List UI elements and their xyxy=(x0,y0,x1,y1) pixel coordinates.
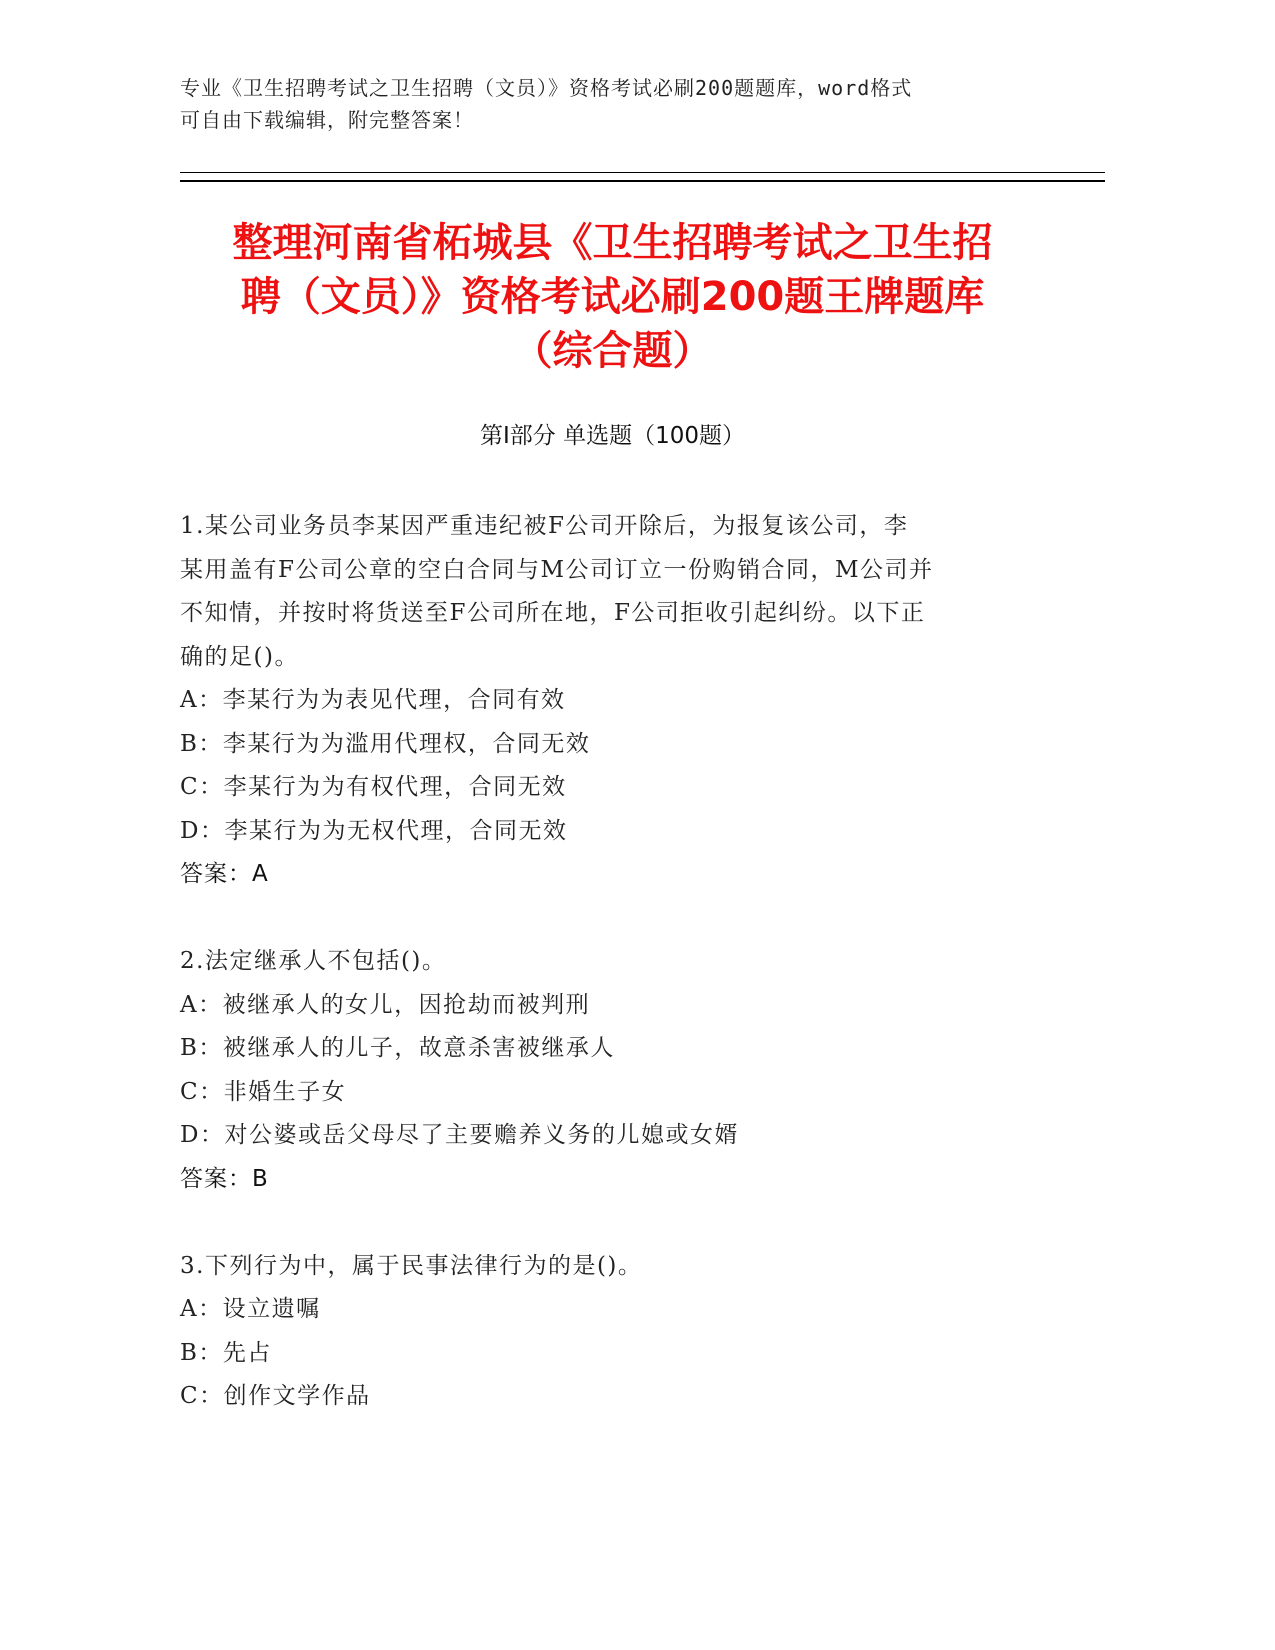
header-note xyxy=(180,72,1040,136)
header-divider-thin xyxy=(180,172,1105,173)
option-b: B：李某行为为滥用代理权，合同无效 xyxy=(180,730,591,757)
option-d: D：李某行为为无权代理，合同无效 xyxy=(180,817,568,844)
question-stem: 1.某公司业务员李某因严重违纪被F公司开除后，为报复该公司，李 xyxy=(180,513,909,539)
header-divider-thick xyxy=(180,180,1105,182)
question-stem: 某用盖有F公司公章的空白合同与M公司订立一份购销合同，M公司并 xyxy=(180,556,934,583)
option-d: D：对公婆或岳父母尽了主要赡养义务的儿媳或女婿 xyxy=(180,1122,739,1148)
question-list xyxy=(180,505,1060,1462)
question-item xyxy=(180,1245,1060,1419)
option-b: B：先占 xyxy=(180,1339,272,1366)
option-b: B：被继承人的儿子，故意杀害被继承人 xyxy=(180,1035,615,1061)
option-c: C：李某行为为有权代理，合同无效 xyxy=(180,774,567,800)
header-note-line: 可自由下载编辑，附完整答案！ xyxy=(180,108,474,132)
question-stem: 2.法定继承人不包括()。 xyxy=(180,948,447,974)
option-c: C：非婚生子女 xyxy=(180,1078,347,1105)
question-item xyxy=(180,505,1060,897)
document-title xyxy=(150,216,1075,378)
title-line: 聘（文员）》资格考试必刷200题王牌题库 xyxy=(240,274,985,320)
option-a: A：被继承人的女儿，因抢劫而被判刑 xyxy=(180,991,591,1018)
title-line: 整理河南省柘城县《卫生招聘考试之卫生招 xyxy=(232,220,993,266)
question-item xyxy=(180,940,1060,1201)
question-stem: 确的足()。 xyxy=(180,643,299,670)
answer: 答案：B xyxy=(180,1165,269,1192)
answer: 答案：A xyxy=(180,861,269,887)
title-line: （综合题） xyxy=(512,328,713,374)
question-stem: 不知情，并按时将货送至F公司所在地，F公司拒收引起纠纷。以下正 xyxy=(180,600,926,626)
question-stem: 3.下列行为中，属于民事法律行为的是()。 xyxy=(180,1252,643,1279)
option-a: A：设立遗嘱 xyxy=(180,1296,321,1322)
section-heading: 第Ⅰ部分 单选题（100题） xyxy=(480,423,745,449)
header-note-line: 专业《卫生招聘考试之卫生招聘（文员）》资格考试必刷200题题库，word格式 xyxy=(180,76,913,100)
option-a: A：李某行为为表见代理，合同有效 xyxy=(180,687,566,713)
option-c: C：创作文学作品 xyxy=(180,1383,371,1409)
